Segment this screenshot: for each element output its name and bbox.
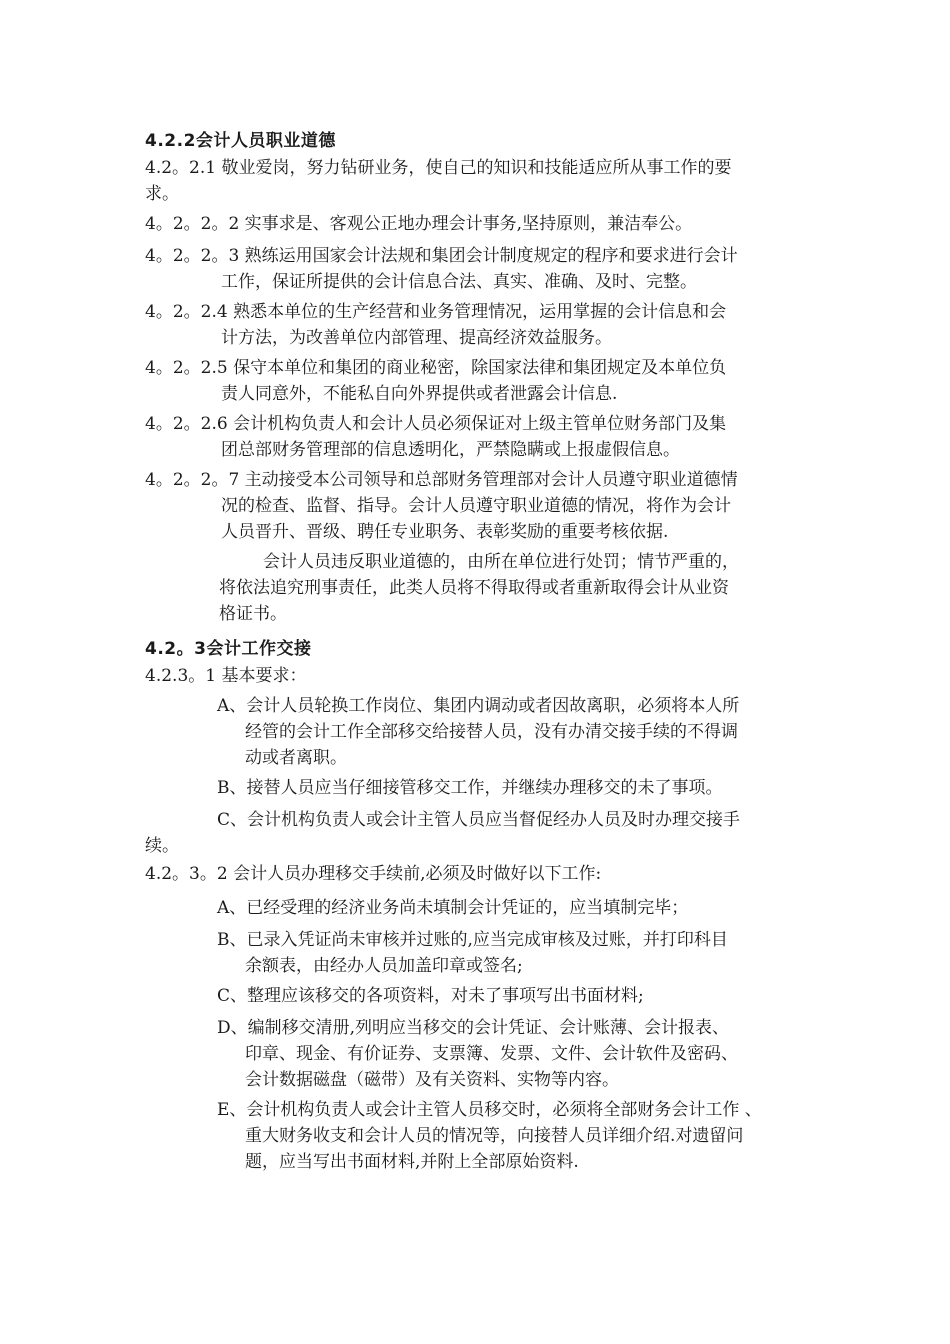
- clause-line: 4.2。3。2 会计人员办理移交手续前,必须及时做好以下工作:: [145, 864, 602, 884]
- list-line: 续。: [145, 836, 179, 856]
- clause-line: 求。: [145, 184, 179, 204]
- clause-line: 4。2。2。7 主动接受本公司领导和总部财务管理部对会计人员遵守职业道德情: [145, 470, 738, 490]
- clause-4-2-2-4: [145, 299, 815, 351]
- list-item-a1: [217, 693, 817, 771]
- list-line: E、会计机构负责人或会计主管人员移交时，必须将全部财务会计工作 、: [217, 1100, 762, 1120]
- clause-4-2-2-7: [145, 467, 815, 545]
- clause-line: 4.2.3。1 基本要求：: [145, 666, 307, 686]
- clause-line: 团总部财务管理部的信息透明化，严禁隐瞒或上报虚假信息。: [221, 440, 680, 460]
- section-heading-4-2-2: 4.2.2会计人员职业道德: [145, 131, 336, 151]
- list-item-c1: [145, 807, 825, 859]
- clause-line: 4。2。2.4 熟悉本单位的生产经营和业务管理情况，运用掌握的会计信息和会: [145, 302, 727, 322]
- list-line: 余额表，由经办人员加盖印章或签名;: [245, 956, 523, 976]
- list-line: D、编制移交清册,列明应当移交的会计凭证、会计账薄、会计报表、: [217, 1018, 730, 1038]
- clause-line: 4。2。2.5 保守本单位和集团的商业秘密，除国家法律和集团规定及本单位负: [145, 358, 727, 378]
- list-line: 题，应当写出书面材料,并附上全部原始资料.: [245, 1152, 579, 1172]
- list-item-b2: [217, 927, 817, 979]
- clause-line: 计方法，为改善单位内部管理、提高经济效益服务。: [221, 328, 612, 348]
- list-item-d2: [217, 1015, 827, 1093]
- clause-line: 况的检查、监督、指导。会计人员遵守职业道德的情况，将作为会计: [221, 496, 731, 516]
- clause-4-2-2-2: [145, 211, 815, 237]
- paragraph-line: 格证书。: [219, 604, 287, 624]
- list-line: A、已经受理的经济业务尚未填制会计凭证的，应当填制完毕；: [217, 898, 689, 918]
- list-line: 动或者离职。: [245, 748, 347, 768]
- clause-4-2-2-5: [145, 355, 815, 407]
- section-heading-4-2-3: 4.2。3会计工作交接: [145, 639, 312, 659]
- clause-4-2-2-6: [145, 411, 815, 463]
- clause-line: 4。2。2。2 实事求是、客观公正地办理会计事务,坚持原则，兼洁奉公。: [145, 214, 693, 234]
- list-item-b1: [217, 775, 817, 801]
- clause-line: 责人同意外，不能私自向外界提供或者泄露会计信息.: [221, 384, 618, 404]
- clause-line: 人员晋升、晋级、聘任专业职务、表彰奖励的重要考核依据.: [221, 522, 669, 542]
- list-line: 重大财务收支和会计人员的情况等，向接替人员详细介绍.对遗留问: [245, 1126, 744, 1146]
- clause-4-2-2-1: [145, 155, 815, 207]
- clause-4-2-2-3: [145, 243, 815, 295]
- paragraph-line: 会计人员违反职业道德的，由所在单位进行处罚；情节严重的，: [263, 552, 739, 572]
- clause-4-2-3-1: [145, 663, 815, 689]
- list-item-e2: [217, 1097, 827, 1175]
- list-line: 会计数据磁盘（磁带）及有关资料、实物等内容。: [245, 1070, 619, 1090]
- list-line: B、接替人员应当仔细接管移交工作，并继续办理移交的未了事项。: [217, 778, 723, 798]
- list-line: B、已录入凭证尚未审核并过账的,应当完成审核及过账，并打印科目: [217, 930, 728, 950]
- clause-line: 4.2。2.1 敬业爱岗，努力钻研业务，使自己的知识和技能适应所从事工作的要: [145, 158, 732, 178]
- list-line: C、整理应该移交的各项资料，对未了事项写出书面材料;: [217, 986, 644, 1006]
- clause-line: 4。2。2。3 熟练运用国家会计法规和集团会计制度规定的程序和要求进行会计: [145, 246, 738, 266]
- list-line: A、会计人员轮换工作岗位、集团内调动或者因故离职，必须将本人所: [217, 696, 740, 716]
- list-line: C、会计机构负责人或会计主管人员应当督促经办人员及时办理交接手: [217, 810, 741, 830]
- clause-line: 4。2。2.6 会计机构负责人和会计人员必须保证对上级主管单位财务部门及集: [145, 414, 727, 434]
- clause-line: 工作，保证所提供的会计信息合法、真实、准确、及时、完整。: [221, 272, 697, 292]
- paragraph-line: 将依法追究刑事责任，此类人员将不得取得或者重新取得会计从业资: [219, 578, 729, 598]
- clause-4-2-3-2: [145, 861, 815, 887]
- list-line: 经管的会计工作全部移交给接替人员，没有办清交接手续的不得调: [245, 722, 738, 742]
- list-item-c2: [217, 983, 817, 1009]
- penalty-paragraph: [219, 549, 819, 627]
- list-item-a2: [217, 895, 817, 921]
- list-line: 印章、现金、有价证券、支票簿、发票、文件、会计软件及密码、: [245, 1044, 738, 1064]
